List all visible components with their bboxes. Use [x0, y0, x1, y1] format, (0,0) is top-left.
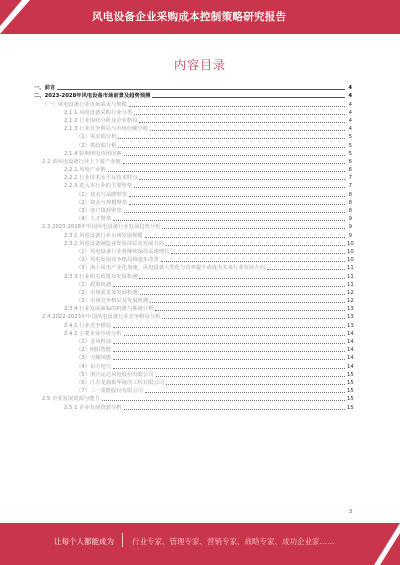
toc-entry-text: 2.3.3 行业相关政策及发展机遇	[64, 273, 138, 280]
toc-leader-dots	[102, 399, 345, 401]
toc-entry-text: 2.2 该风电设备行业上下游产业链	[42, 158, 121, 165]
toc-entry-page: 11	[347, 281, 354, 288]
toc-entry[interactable]	[34, 330, 352, 338]
footer-corner-inner-decoration	[380, 533, 400, 565]
toc-entry-page: 8	[348, 191, 352, 198]
toc-entry[interactable]	[34, 354, 352, 362]
toc-entry[interactable]	[34, 387, 352, 395]
toc-entry-page: 11	[347, 265, 354, 272]
toc-leader-dots	[113, 285, 345, 287]
toc-entry-page: 4	[348, 93, 352, 100]
toc-entry-page: 8	[348, 208, 352, 214]
toc-leader-dots	[139, 178, 345, 180]
toc-heading: 内容目录	[173, 58, 226, 72]
toc-entry[interactable]	[34, 223, 352, 231]
toc-entry-page: 13	[347, 322, 354, 329]
toc-leader-dots	[123, 162, 345, 164]
toc-leader-dots	[152, 96, 345, 98]
toc-entry-text: 2.5 企业发展资源与能力	[42, 396, 100, 403]
toc-entry-text: （2）明阳智能	[76, 347, 112, 354]
toc-entry[interactable]	[34, 215, 352, 223]
toc-entry-page: 13	[347, 306, 354, 313]
toc-leader-dots	[129, 195, 345, 197]
toc-entry-text: （一）风电设备行业市场需求与规模	[42, 101, 127, 108]
toc-entry-page: 9	[348, 216, 352, 223]
toc-leader-dots	[113, 358, 345, 360]
toc-entry[interactable]	[34, 207, 352, 215]
toc-entry-text: （3）海上风电产业化加速，风电设备大型化与功率提升或成为未来行业发展方向	[76, 265, 265, 272]
toc-leader-dots	[124, 408, 345, 410]
toc-entry[interactable]	[34, 100, 352, 108]
toc-entry-text: 2.2.2 行业技术水平及技术特点	[64, 175, 138, 182]
toc-entry[interactable]	[34, 133, 352, 141]
toc-leader-dots	[156, 375, 345, 377]
toc-leader-dots	[108, 170, 345, 172]
toc-entry[interactable]	[34, 256, 352, 264]
toc-entry[interactable]	[34, 379, 352, 387]
toc-leader-dots	[113, 350, 345, 352]
toc-leader-dots	[113, 342, 345, 344]
report-title: 风电设备企业采购成本控制策略研究报告	[92, 11, 287, 23]
footer-bar	[0, 523, 400, 565]
toc-entry-text: （2）风电发展竞争格局将逐步改善	[76, 257, 159, 264]
toc-entry[interactable]	[34, 305, 352, 313]
toc-leader-dots	[267, 268, 345, 270]
toc-entry-page: 12	[347, 289, 354, 296]
toc-entry-page: 15	[347, 371, 354, 378]
toc-entry-page: 13	[347, 314, 354, 321]
toc-entry[interactable]	[34, 362, 352, 370]
toc-entry[interactable]	[34, 281, 352, 289]
toc-entry-page: 15	[347, 388, 354, 395]
toc-entry[interactable]	[34, 240, 352, 248]
toc-leader-dots	[118, 137, 345, 139]
table-of-contents	[34, 84, 352, 412]
toc-entry[interactable]	[34, 289, 352, 297]
toc-entry-text: 2.1.1 风电设备采购行业分类	[64, 109, 133, 116]
toc-entry-page: 15	[347, 396, 354, 403]
toc-leader-dots	[171, 252, 345, 254]
toc-entry[interactable]	[34, 141, 352, 149]
toc-entry-text: 2.3.1 风电设备行业市场发展规模	[64, 232, 143, 239]
toc-entry[interactable]	[34, 346, 352, 354]
toc-leader-dots	[140, 293, 345, 295]
toc-entry[interactable]	[34, 371, 352, 379]
toc-entry-text: （4）人才壁垒	[76, 216, 112, 223]
toc-leader-dots	[124, 154, 345, 156]
toc-entry-page: 4	[348, 117, 352, 124]
toc-entry[interactable]	[34, 231, 352, 239]
toc-leader-dots	[113, 367, 345, 369]
toc-entry-text: （3）市场竞争格局及发展机遇	[76, 298, 149, 305]
toc-entry-page: 8	[348, 199, 352, 206]
toc-entry[interactable]	[34, 338, 352, 346]
toc-entry-page: 4	[348, 126, 352, 133]
toc-entry-text: （7）三一重能股份有限公司	[76, 388, 143, 395]
footer-divider	[122, 533, 123, 547]
toc-entry[interactable]	[34, 182, 352, 190]
toc-entry-text: 2.4.1 行业竞争格局	[64, 322, 111, 329]
toc-leader-dots	[124, 334, 345, 336]
toc-leader-dots	[145, 236, 345, 238]
toc-entry-text: （1）风电设备行业将继续保持高速增长	[76, 248, 170, 255]
toc-entry-page: 14	[347, 330, 354, 337]
toc-entry[interactable]	[34, 297, 352, 305]
toc-entry[interactable]	[34, 166, 352, 174]
toc-entry-text: （3）天顺风能	[76, 355, 112, 362]
toc-entry-text: 二、2023-2028年风电设备市场前景及趋势预测	[34, 93, 151, 100]
toc-entry[interactable]	[34, 395, 352, 403]
toc-leader-dots	[139, 277, 345, 279]
toc-entry-text: （6）江苏龙源振华海洋工程有限公司	[76, 379, 165, 386]
toc-entry[interactable]	[34, 150, 352, 158]
toc-leader-dots	[113, 326, 345, 328]
toc-leader-dots	[124, 211, 345, 213]
toc-entry[interactable]	[34, 158, 352, 166]
toc-entry[interactable]	[34, 174, 352, 182]
toc-entry-text: 一、前言	[34, 85, 56, 92]
toc-entry-page: 7	[348, 183, 352, 190]
toc-entry[interactable]	[34, 272, 352, 280]
toc-entry-page: 14	[347, 347, 354, 354]
toc-entry-text: （2）资金与规模壁垒	[76, 199, 128, 206]
toc-leader-dots	[129, 203, 345, 205]
toc-entry-text: 2.3 2023-2028年中国风电设备行业发展趋势分析	[42, 224, 161, 231]
toc-entry-text: 2.2.3 进入本行业的主要壁垒	[64, 183, 133, 190]
toc-leader-dots	[134, 186, 345, 188]
toc-entry-page: 6	[348, 158, 352, 165]
toc-entry-text: （1）政策机遇	[76, 281, 112, 288]
toc-entry-text: （1）金风科技	[76, 339, 112, 345]
toc-leader-dots	[113, 219, 345, 221]
toc-entry[interactable]	[34, 190, 352, 198]
toc-entry-text: 2.4.2 主要企业市场分析	[64, 330, 122, 337]
toc-leader-dots	[162, 227, 345, 229]
toc-entry-page: 15	[347, 404, 354, 411]
header-bar	[0, 0, 400, 34]
toc-entry-text: 2.1.3 行业竞争格局与市场份额分析	[64, 126, 149, 133]
toc-leader-dots	[129, 105, 345, 107]
toc-entry-page: 5	[348, 142, 352, 149]
toc-entry-page: 7	[348, 175, 352, 182]
footer-slogan-left: 让每个人都能成为	[54, 537, 114, 546]
toc-entry-page: 14	[347, 363, 354, 370]
toc-entry[interactable]	[34, 125, 352, 133]
toc-entry-text: 2.1.4 影响风电市场因素	[64, 150, 122, 157]
toc-entry[interactable]	[34, 321, 352, 329]
toc-entry-text: 2.3.4 行业发展面临的机遇与挑战分析	[64, 306, 154, 313]
toc-entry-page: 4	[348, 101, 352, 108]
toc-entry-text: （4）东方电气	[76, 363, 112, 370]
toc-entry-page: 10	[347, 240, 354, 247]
toc-entry-text: 2.1.2 行业现状分析及企业格局	[64, 117, 138, 124]
toc-entry-text: （2）供给端分析	[76, 142, 117, 149]
toc-entry-page: 4	[348, 109, 352, 116]
toc-entry[interactable]	[34, 199, 352, 207]
toc-entry-text: （2）市场需求及发展机遇	[76, 289, 138, 296]
toc-entry[interactable]	[34, 117, 352, 125]
toc-leader-dots	[134, 113, 345, 115]
toc-entry-page: 14	[347, 339, 354, 345]
toc-entry-page: 4	[348, 85, 352, 92]
toc-leader-dots	[118, 146, 345, 148]
toc-entry-text: （1）技术与品牌壁垒	[76, 191, 128, 198]
toc-entry[interactable]	[34, 313, 352, 321]
toc-entry-text: 2.4 2022-2023年中国风电设备行业竞争格局分析	[42, 314, 161, 321]
footer-slogan-right: 行业专家、管理专家、营销专家、战略专家、成功企业家……	[132, 537, 335, 546]
toc-entry[interactable]	[34, 84, 352, 92]
toc-leader-dots	[166, 244, 345, 246]
toc-leader-dots	[161, 260, 345, 262]
toc-leader-dots	[145, 391, 345, 393]
toc-entry-text: 2.2.1 风电产业链	[64, 167, 106, 174]
toc-entry-page: 10	[347, 257, 354, 264]
page-number: 3	[348, 509, 352, 515]
toc-entry[interactable]	[34, 248, 352, 256]
toc-leader-dots	[139, 121, 345, 123]
toc-entry-page: 6	[348, 167, 352, 174]
toc-leader-dots	[166, 383, 345, 385]
toc-entry-text: 2.3.2 风电设备制造业发展前景及发展方向	[64, 240, 164, 247]
toc-leader-dots	[155, 309, 345, 311]
toc-entry[interactable]	[34, 109, 352, 117]
toc-leader-dots	[162, 317, 345, 319]
toc-entry-text: （3）客户资源壁垒	[76, 208, 122, 214]
toc-entry-page: 10	[347, 248, 354, 255]
toc-entry[interactable]	[34, 92, 352, 100]
toc-entry-text: （1）需求端分析	[76, 134, 117, 141]
toc-entry-page: 5	[348, 150, 352, 157]
toc-entry[interactable]	[34, 403, 352, 411]
toc-entry-page: 15	[347, 379, 354, 386]
toc-entry-page: 12	[347, 298, 354, 305]
toc-leader-dots	[150, 129, 345, 131]
toc-entry-page: 9	[348, 224, 352, 231]
toc-entry-page: 9	[348, 232, 352, 239]
header-corner-inner-decoration	[0, 0, 22, 26]
toc-entry-page: 5	[348, 134, 352, 141]
toc-entry-text: 2.5.1 企业发展资源分析	[64, 404, 122, 411]
toc-entry-text: （5）浙江运达风电股份有限公司	[76, 371, 154, 378]
toc-entry-page: 11	[347, 273, 354, 280]
toc-entry[interactable]	[34, 264, 352, 272]
toc-leader-dots	[57, 88, 345, 90]
toc-leader-dots	[150, 301, 345, 303]
toc-entry-page: 14	[347, 355, 354, 362]
